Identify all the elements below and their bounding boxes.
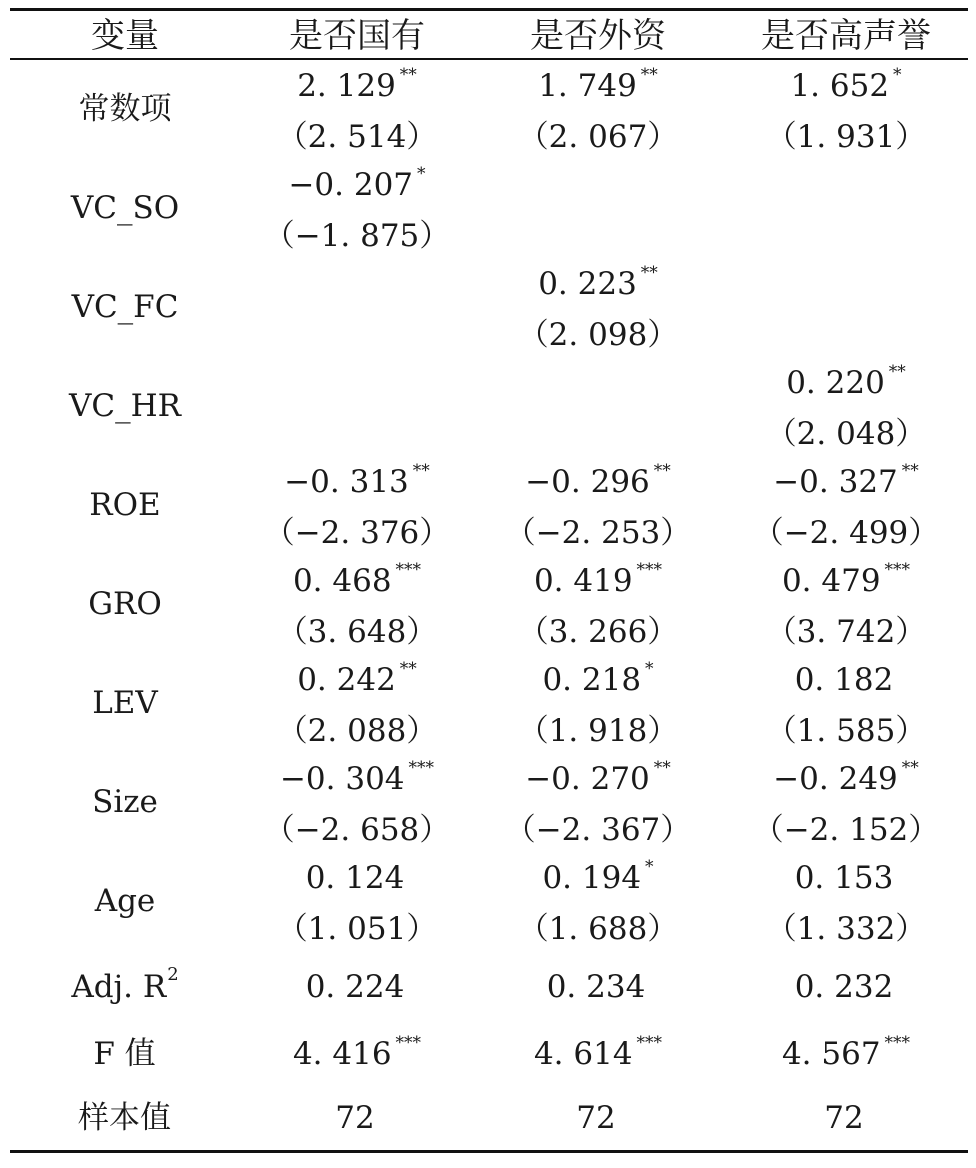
t-statistic-cell: （1. 332）	[765, 911, 927, 947]
coefficient-value: 0. 182	[794, 662, 894, 698]
coefficient-cell	[237, 659, 477, 699]
summary-value-cell	[237, 1100, 477, 1137]
coefficient-value: 0. 218	[542, 662, 642, 698]
significance-stars: *	[645, 659, 654, 679]
coefficient-value: −0. 313	[284, 464, 409, 500]
t-statistic-cell: （1. 585）	[765, 713, 927, 749]
t-statistic-cell: （−2. 253）	[504, 515, 692, 551]
coefficient-cell	[478, 659, 718, 699]
t-statistic-cell: （−1. 875）	[263, 218, 451, 254]
significance-stars: **	[640, 263, 658, 283]
summary-label	[25, 964, 225, 1006]
summary-value-cell	[478, 969, 718, 1006]
coefficient-cell	[237, 758, 477, 798]
summary-value: 4. 416	[292, 1036, 392, 1072]
coefficient-value: −0. 296	[525, 464, 650, 500]
t-statistic-cell: （3. 266）	[517, 614, 679, 650]
coefficient-value: 0. 223	[538, 266, 637, 302]
coefficient-value: 0. 220	[786, 365, 885, 401]
summary-value: 0. 234	[546, 969, 646, 1005]
coefficient-cell	[237, 269, 477, 303]
significance-stars: **	[640, 65, 658, 85]
coefficient-value: 0. 479	[781, 563, 881, 599]
significance-stars: ***	[884, 1033, 911, 1053]
coefficient-value: 0. 153	[794, 860, 894, 896]
t-statistic-cell	[478, 221, 718, 255]
coefficient-cell	[478, 65, 718, 105]
coefficient-value: 0. 468	[292, 563, 392, 599]
t-statistic-cell: （−2. 658）	[263, 812, 451, 848]
significance-stars: **	[399, 659, 417, 679]
t-statistic-cell: （1. 688）	[517, 911, 679, 947]
row-label: VC_HR	[69, 387, 181, 424]
summary-value-cell	[726, 1100, 966, 1137]
summary-value-cell	[237, 1033, 477, 1073]
coefficient-value: −0. 270	[525, 761, 650, 797]
t-statistic-cell: （−2. 152）	[752, 812, 940, 848]
coefficient-cell	[237, 65, 477, 105]
significance-stars: **	[653, 461, 671, 481]
summary-value: 72	[576, 1100, 616, 1136]
coefficient-cell	[726, 662, 966, 699]
summary-value-cell	[478, 1100, 718, 1137]
t-statistic-cell: （−2. 376）	[263, 515, 451, 551]
coefficient-cell	[726, 362, 966, 402]
coefficient-cell	[726, 170, 966, 204]
significance-stars: ***	[636, 560, 663, 580]
summary-value-cell	[478, 1033, 718, 1073]
coefficient-value: 0. 194	[542, 860, 642, 896]
summary-value: 0. 232	[794, 969, 894, 1005]
coefficient-value: −0. 327	[773, 464, 898, 500]
coefficient-cell	[478, 461, 718, 501]
significance-stars: **	[901, 461, 919, 481]
t-statistic-cell: （1. 051）	[276, 911, 438, 947]
coefficient-cell	[237, 164, 477, 204]
row-label: GRO	[88, 585, 162, 622]
t-statistic-cell: （3. 742）	[765, 614, 927, 650]
row-label: Size	[92, 783, 158, 820]
t-statistic-cell	[237, 320, 477, 354]
row-label: Age	[94, 882, 156, 919]
significance-stars: **	[412, 461, 430, 481]
coefficient-value: 2. 129	[297, 68, 396, 104]
header-rule	[10, 58, 968, 60]
coefficient-cell	[726, 65, 966, 105]
t-statistic-cell: （2. 088）	[276, 713, 438, 749]
row-label: VC_SO	[70, 189, 180, 226]
coefficient-cell	[478, 170, 718, 204]
coefficient-cell	[237, 560, 477, 600]
coefficient-cell	[726, 560, 966, 600]
t-statistic-cell: （−2. 499）	[752, 515, 940, 551]
coefficient-cell	[478, 758, 718, 798]
t-statistic-cell	[726, 221, 966, 255]
coefficient-value: 0. 124	[305, 860, 405, 896]
summary-label-text: Adj. R	[71, 969, 167, 1005]
t-statistic-cell: （2. 048）	[765, 416, 927, 452]
significance-stars: ***	[395, 1033, 422, 1053]
bottom-rule	[10, 1150, 968, 1153]
coefficient-cell	[237, 860, 477, 897]
significance-stars: ***	[636, 1033, 663, 1053]
summary-label	[25, 1100, 225, 1137]
coefficient-cell	[478, 263, 718, 303]
summary-value-cell	[726, 1033, 966, 1073]
coefficient-cell	[726, 269, 966, 303]
t-statistic-cell	[726, 320, 966, 354]
summary-value: 72	[824, 1100, 864, 1136]
summary-value: 4. 614	[533, 1036, 633, 1072]
coefficient-value: 1. 652	[790, 68, 890, 104]
t-statistic-cell	[237, 419, 477, 453]
coefficient-cell	[478, 560, 718, 600]
coefficient-value: 1. 749	[538, 68, 637, 104]
coefficient-cell	[478, 857, 718, 897]
coefficient-cell	[726, 461, 966, 501]
significance-stars: **	[901, 758, 919, 778]
coefficient-value: 0. 242	[297, 662, 396, 698]
coefficient-cell	[237, 461, 477, 501]
significance-stars: *	[417, 164, 426, 184]
significance-stars: **	[653, 758, 671, 778]
top-rule	[10, 8, 968, 11]
significance-stars: ***	[884, 560, 911, 580]
summary-value: 72	[335, 1100, 375, 1136]
coefficient-cell	[478, 368, 718, 402]
coefficient-cell	[726, 758, 966, 798]
summary-value: 0. 224	[305, 969, 405, 1005]
row-label: LEV	[92, 684, 158, 721]
t-statistic-cell: （2. 514）	[276, 119, 438, 155]
t-statistic-cell: （2. 067）	[517, 119, 679, 155]
row-label: 常数项	[78, 90, 172, 127]
column-header: 是否国有	[289, 16, 425, 56]
column-header: 是否外资	[530, 16, 666, 56]
significance-stars: *	[645, 857, 654, 877]
summary-label	[25, 1036, 225, 1073]
summary-value-cell	[726, 969, 966, 1006]
summary-label-superscript: 2	[167, 964, 179, 985]
coefficient-cell	[237, 368, 477, 402]
summary-label-text: F 值	[93, 1036, 156, 1072]
t-statistic-cell: （−2. 367）	[504, 812, 692, 848]
summary-label-text: 样本值	[78, 1100, 171, 1136]
coefficient-value: −0. 249	[773, 761, 898, 797]
coefficient-value: 0. 419	[533, 563, 633, 599]
coefficient-value: −0. 304	[279, 761, 405, 797]
significance-stars: ***	[395, 560, 422, 580]
column-header: 是否高声誉	[761, 16, 931, 56]
significance-stars: **	[399, 65, 417, 85]
significance-stars: ***	[408, 758, 435, 778]
row-label: VC_FC	[71, 288, 179, 325]
t-statistic-cell: （3. 648）	[276, 614, 438, 650]
coefficient-cell	[726, 860, 966, 897]
t-statistic-cell: （1. 918）	[517, 713, 679, 749]
t-statistic-cell	[478, 419, 718, 453]
summary-value: 4. 567	[781, 1036, 881, 1072]
coefficient-value: −0. 207	[288, 167, 414, 203]
column-header: 变量	[91, 16, 159, 56]
t-statistic-cell: （1. 931）	[765, 119, 927, 155]
row-label: ROE	[89, 486, 161, 523]
summary-value-cell	[237, 969, 477, 1006]
significance-stars: *	[893, 65, 902, 85]
significance-stars: **	[888, 362, 906, 382]
t-statistic-cell: （2. 098）	[517, 317, 679, 353]
